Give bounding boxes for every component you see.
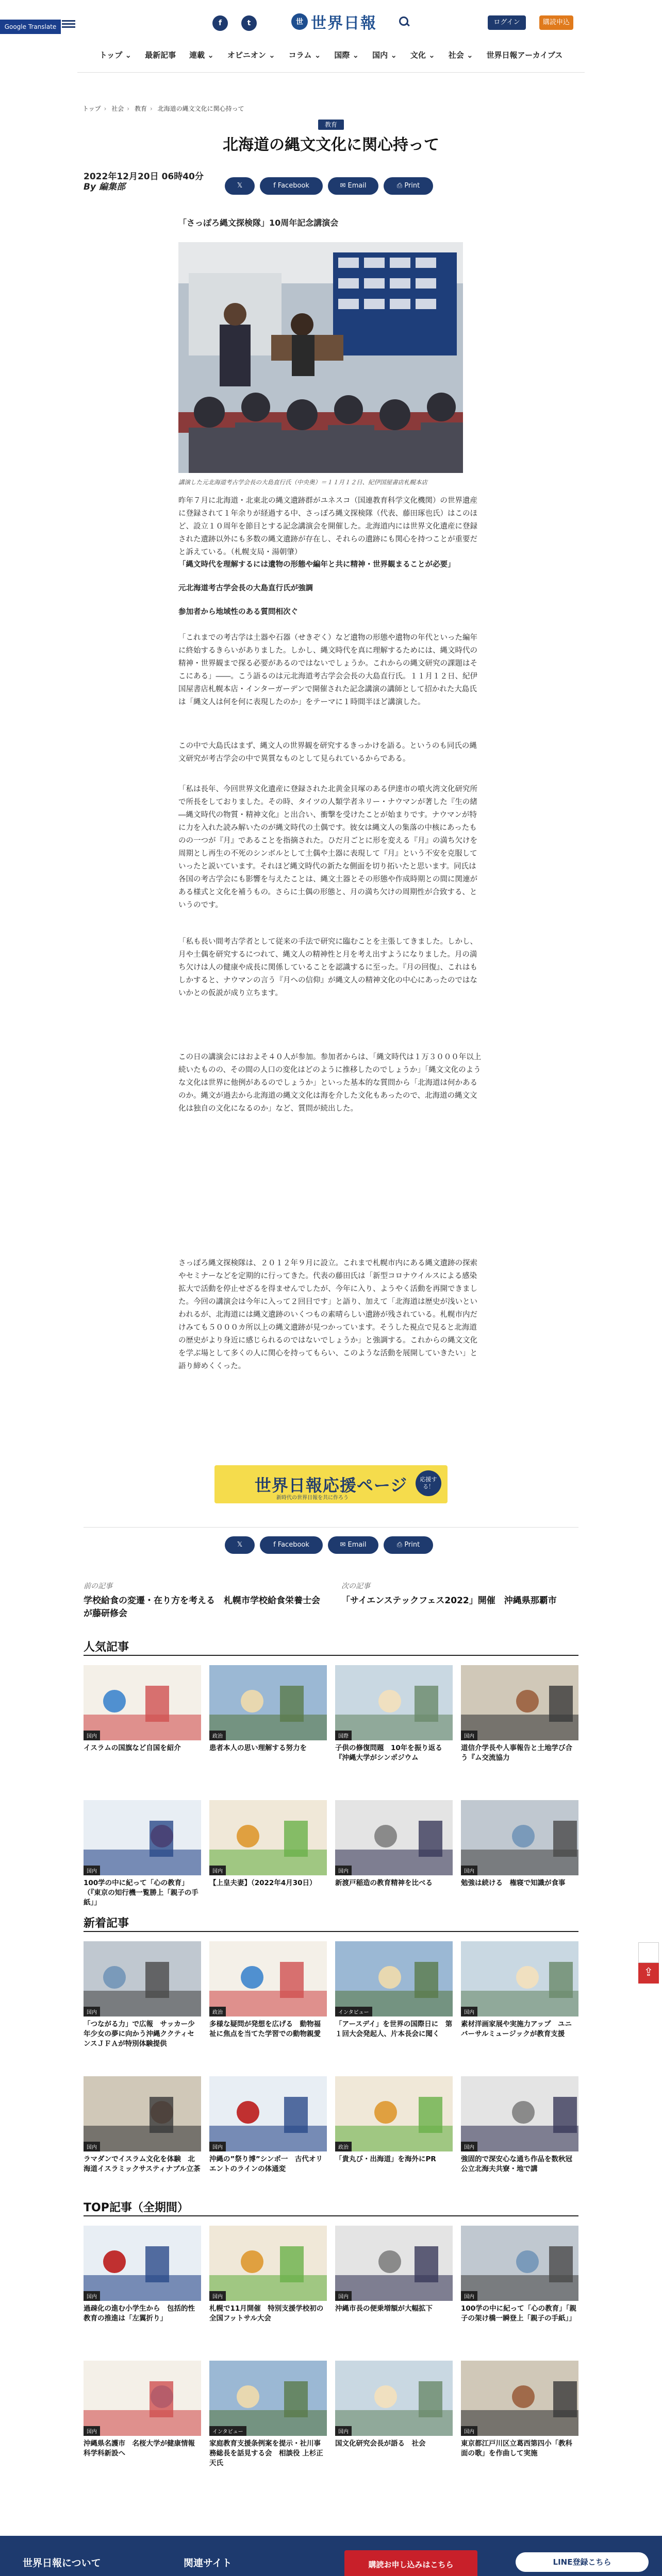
banner-subtitle: 新時代の世界日報を共に作ろう [276,1495,349,1501]
latest-card[interactable] [461,1941,578,2039]
latest-card-title[interactable]: 強固的で深安心な通ち作品を数秋冠公立北海夫共寮・地で講 [461,2155,572,2173]
top-section-title: TOP記事（全期間） [84,2201,189,2214]
top-card[interactable] [209,2361,327,2468]
section-divider [84,2215,578,2216]
footer-subscribe-banner[interactable]: 購読お申し込みはこちら [344,2550,477,2576]
popular-card[interactable] [335,1665,453,1763]
site-logo[interactable] [291,11,377,32]
popular-category-badge: 国内 [84,1731,100,1740]
article-photo [178,242,463,473]
recaptcha-badge [638,1942,659,1963]
popular-thumbnail[interactable] [84,1800,201,1875]
popular-thumbnail[interactable] [335,1665,453,1740]
nav-item-top[interactable]: トップ ⌄ [99,50,132,60]
top-card-title[interactable]: 過疎化の進む小学生から 包括的性教育の推進は「左翼折り」 [84,2304,195,2323]
nav-item-opinion[interactable]: オピニオン ⌄ [227,50,275,60]
article-paragraph: さっぽろ縄文探検隊は、２０１２年９月に設立。これまで札幌市内にある縄文遺跡の探索やセミナーなどを定期的に行ってきた。代表の藤田氏は「新型コロナウイルスによる感染拡大で活動を停止せざるを得ませんでしたが、今年に入り、ようやく活動を再開できました。今回の講演会は今年に入って２回目です」と語り、加えて「北海道は歴史が浅いといわれるが、北海道には縄文遺跡のいくつもの素晴らしい遺跡が残されている。札幌市内だけみても５０００カ所以上の縄文遺跡が見つかっています。そうした視点で見ると北海道の歴史がより身近に感じられるのではないでしょうか」と強調する。これからの縄文文化を学ぶ場として多くの人に関心を持ってもらい、このような活動を展開していきたい」と語り締めくくった。 [178,1259,477,1370]
footer-related-title: 関連サイト [184,2557,232,2569]
top-card[interactable] [209,2226,327,2324]
share-facebook-button[interactable]: f Facebook [260,177,323,195]
latest-card[interactable] [461,2076,578,2174]
section-divider [84,1655,578,1656]
latest-card[interactable] [209,1941,327,2039]
popular-thumbnail[interactable] [209,1665,327,1740]
prev-label: 前の記事 [84,1582,112,1590]
popular-card-title[interactable]: イスラムの国旗など自国を紹介 [84,1744,181,1752]
breadcrumb-society[interactable]: 社会 [111,105,124,112]
latest-category-badge: 政治 [335,2142,352,2151]
share-print-button-bottom[interactable]: ⎙ Print [384,1536,433,1554]
popular-card-title[interactable]: 道信介学長や人事報告と土地学び合う『ム交流協力 [461,1744,572,1762]
prev-title: 学校給食の変遷・在り方を考える 札幌市学校給食栄養士会が藤研修会 [84,1596,320,1619]
article-title: 北海道の縄文文化に関心持って [223,136,439,154]
popular-card[interactable] [461,1800,578,1888]
latest-card-title[interactable]: 「貴丸び・出海道」を海外にPR [335,2155,436,2163]
latest-card-title[interactable]: ラマダンでイスラム文化を体験 北海道イスラミックサスティナブル立茶 [84,2155,201,2173]
popular-thumbnail[interactable] [209,1800,327,1875]
latest-thumbnail[interactable] [84,1941,201,2016]
article-date: 2022年12月20日 06時40分 [84,172,204,182]
photo-caption: 講演した元北海道考古学会長の大島直行氏（中央奥）＝１１月１２日、紀伊国屋書店札幌本店 [178,479,427,486]
top-category-badge: 国内 [84,2426,100,2436]
latest-card[interactable] [209,2076,327,2174]
top-card-title[interactable]: 100学の中に紀って「心の教育」「親子の架け橋一瞬登上「親子の手紙」」 [461,2304,576,2323]
next-title: 「サイエンステックフェス2022」開催 沖縄県那覇市 [341,1596,557,1606]
latest-card[interactable] [335,2076,453,2164]
facebook-icon[interactable]: f [212,15,228,31]
nav-item-latest[interactable]: 最新記事 [145,50,176,60]
popular-card[interactable] [209,1800,327,1888]
popular-card-title[interactable]: 【上皇夫妻】（2022年4月30日） [209,1879,317,1887]
top-category-badge: 国内 [335,2291,352,2301]
latest-card-title[interactable]: 沖縄の”祭り博”シンポ一 古代オリエントのラインの体通変 [209,2155,323,2173]
top-card[interactable] [335,2361,453,2449]
popular-category-badge: 国内 [209,1866,226,1875]
popular-category-badge: 国内 [335,1866,352,1875]
top-card[interactable] [84,2226,201,2324]
article-paragraph: この中で大島氏はまず、縄文人の世界観を研究するきっかけを語る。というのも同氏の縄文研究が考古学会の中で異質なものとして見られているからである。 [178,742,477,763]
banner-support-badge: 応援する！ [416,1470,441,1496]
popular-section-title: 人気記事 [84,1641,129,1654]
breadcrumb-current: 北海道の縄文文化に関心持って [157,105,244,112]
top-card[interactable] [84,2361,201,2459]
latest-category-badge: インタビュー [335,2007,372,2016]
top-thumbnail[interactable] [461,2226,578,2301]
nav-item-culture[interactable]: 文化 ⌄ [410,50,435,60]
popular-category-badge: 国内 [84,1866,100,1875]
share-facebook-button-bottom[interactable]: f Facebook [260,1536,323,1554]
top-thumbnail[interactable] [461,2361,578,2436]
article-author: By 編集部 [84,182,125,192]
latest-card-title[interactable]: 「つながる力」で広報 サッカー少年少女の夢に向かう沖縄ククティセンスＪＦＡが特別体験提供 [84,2020,195,2048]
latest-section-title: 新着記事 [84,1917,129,1930]
top-category-badge: インタビュー [209,2426,246,2436]
popular-card[interactable] [461,1665,578,1763]
top-card[interactable] [461,2361,578,2459]
banner-title: 世界日報応援ページ [254,1476,408,1495]
top-category-badge: 国内 [84,2291,100,2301]
nav-item-international[interactable]: 国際 ⌄ [334,50,359,60]
top-thumbnail[interactable] [209,2226,327,2301]
latest-thumbnail[interactable] [335,1941,453,2016]
share-x-button-bottom[interactable]: 𝕏 [225,1536,255,1554]
logo-text: 世界日報 [311,14,377,32]
nav-divider [77,72,585,73]
top-category-badge: 国内 [209,2291,226,2301]
nav-item-domestic[interactable]: 国内 ⌄ [372,50,397,60]
category-badge[interactable]: 教育 [318,120,344,130]
popular-thumbnail[interactable] [461,1800,578,1875]
breadcrumb: トップ › 社会 › 教育 › 北海道の縄文文化に関心持って [82,105,244,112]
article-heading: 参加者から地域性のある質問相次ぐ [178,608,298,616]
top-card-title[interactable]: 沖縄県名護市 名桜大学が健康情報科学科新設へ [84,2439,195,2458]
popular-thumbnail[interactable] [335,1800,453,1875]
article-paragraph: この日の講演会にはおよそ４０人が参加。参加者からは、「縄文時代は１万３０００年以上続いたものの、その間の人口の変化はどのように推移したのでしょうか」「縄文文化のような文化は世界に他例があるのでしょうか」といった基本的な質問から「北海道は何かあるのか。縄文が過去から北海道の縄文文化は海を介した文化もあったので、北海道の縄文文化は独自の文化になるのか」など、質問が続出した。 [178,1053,482,1113]
popular-card-title[interactable]: 子供の修復問題 10年を振り返る『沖縄大学がシンポジウム [335,1744,442,1762]
share-x-button[interactable]: 𝕏 [225,177,255,195]
footer-related-links [184,2573,328,2576]
latest-category-badge: 国内 [84,2007,100,2016]
latest-card[interactable] [84,2076,201,2174]
latest-category-badge: 国内 [461,2007,477,2016]
article-paragraph: 「私も長い間考古学者として従来の手法で研究に臨むことを主張してきました。しかし、月や土偶を研究するにつれて、縄文人の精神性と月を考え出すようになりました。月の満ち欠けは人の健康や成長に関係していることを認識するに至った。『月の回復』、これはもしかすると、ナウマンの言う『月への信仰』が縄文人の精神文化の中心にあったのではないかとの仮説が成り立ちます。 [178,938,477,997]
nav-item-society[interactable]: 社会 ⌄ [448,50,473,60]
article-paragraph: 「私は長年、今回世界文化遺産に登録された北黄金貝塚のある伊達市の噴火湾文化研究所で所長をしておりました。その時、タイツの人類学者ネリー・ナウマンが著した『生の緒―縄文時代の物質・精神文化』と出合い、衝撃を受けたことが始まりです。ナウマンが特に力を入れた読み解いたのが縄文時代の土偶です。彼女は縄文人の集落の中核にあったものの一つが『月』であることを指摘された。ひだ月ごとに形を変える『月』の満ち欠けを周期とし再生の不死のシンボルとして土偶や土器に表現して『月』という不安を克服していったと説いています。それほど縄文時代の新たな側面を切り拓いたと思います。同氏は各国の考古学会にも影響を与えたことは、縄文土器とその形態や作成時期との間に関連がある様式と文化を補うもの。さらに土偶の形態と、月の満ち欠けの周期性が合致する、というのです。 [178,785,477,909]
section-divider [84,1931,578,1932]
google-translate-button[interactable]: Google Translate [0,20,61,34]
popular-category-badge: 国内 [461,1866,477,1875]
divider [84,1527,578,1528]
popular-card-title[interactable]: 患者本人の思い理解する努力を [209,1744,307,1752]
twitter-icon[interactable]: t [241,15,257,31]
footer-about-title: 世界日報について [23,2557,101,2569]
latest-category-badge: 国内 [209,2142,226,2151]
popular-card-title[interactable]: 100学の中に紀って「心の教育」（『東京の知行機一覧勝上「親子の手紙」」 [84,1879,198,1907]
top-card-title[interactable]: 家庭教育支援条例案を提示・社川事務総長を話見する会 相談役 上杉正天氏 [209,2439,323,2467]
top-thumbnail[interactable] [335,2226,453,2301]
popular-thumbnail[interactable] [461,1665,578,1740]
latest-thumbnail[interactable] [335,2076,453,2151]
popular-card[interactable] [335,1800,453,1888]
prev-article-link[interactable] [84,1581,326,1619]
popular-card[interactable] [209,1665,327,1753]
popular-card-title[interactable]: 新渡戸稲造の教育精神を比べる [335,1879,433,1887]
share-email-button[interactable]: ✉ Email [328,177,378,195]
top-category-badge: 国内 [461,2291,477,2301]
breadcrumb-education[interactable]: 教育 [134,105,147,112]
share-email-button-bottom[interactable]: ✉ Email [328,1536,378,1554]
popular-category-badge: 政治 [209,1731,226,1740]
article-paragraph: 「これまでの考古学は土器や石器（せきぞく）など遺物の形態や遺物の年代といった編年に終始するきらいがありました。しかし、縄文時代を真に理解するためには、縄文時代の精神・世界観まで探る必要があるのではないでしょうか。これからの縄文研究の課題はそこにある」――。こう語るのは元北海道考古学会会長の大島直行氏。１１月１２日、紀伊国屋書店札幌本店・インターガーデンで開催された記念講演の講師として招かれた大島氏は「縄文人は何を何に表現したのか」をテーマに１時間半ほど講演した。 [178,634,477,706]
article-heading: 「縄文時代を理解するには遺物の形態や編年と共に精神・世界観まることが必要」 [178,561,455,569]
nav-item-column[interactable]: コラム ⌄ [288,50,321,60]
top-category-badge: 国内 [335,2426,352,2436]
popular-category-badge: 国際 [335,1731,352,1740]
latest-thumbnail[interactable] [461,2076,578,2151]
article-subtitle: 「さっぽろ縄文探検隊」10周年記念講演会 [178,218,339,228]
latest-card[interactable] [335,1941,453,2039]
line-register-button[interactable]: LINE登録こちら [516,2552,649,2572]
top-thumbnail[interactable] [335,2361,453,2436]
top-card-title[interactable]: 国文化研究会長が語る 社会 [335,2439,426,2448]
popular-card-title[interactable]: 勉強は続ける 権寝で知識が食事 [461,1879,566,1887]
latest-card-title[interactable]: 多様な疑問が発想を広げる 動物福祉に焦点を当てた学習での動物親愛 [209,2020,321,2038]
latest-thumbnail[interactable] [461,1941,578,2016]
latest-card[interactable] [84,1941,201,2049]
latest-category-badge: 政治 [209,2007,226,2016]
top-card[interactable] [335,2226,453,2314]
main-nav [0,49,662,65]
latest-category-badge: 国内 [84,2142,100,2151]
back-to-top-button[interactable]: ⇪ [638,1963,659,1984]
breadcrumb-top[interactable]: トップ [82,105,101,112]
footer-link[interactable] [184,2573,328,2576]
nav-item-series[interactable]: 連載 ⌄ [189,50,214,60]
nav-item-archives[interactable]: 世界日報アーカイブス [486,50,563,60]
top-category-badge: 国内 [461,2426,477,2436]
top-card-title[interactable]: 札幌で11月開催 特別支援学校初の全国フットサル大会 [209,2304,324,2323]
top-card-title[interactable]: 沖縄市長の便乗増額が大幅拡下 [335,2304,433,2313]
article-paragraph: 昨年７月に北海道・北東北の縄文遺跡群がユネスコ（国連教育科学文化機関）の世界遺産に登録されて１年余りが経過する中、さっぽろ縄文探検隊（代表、藤田琢也氏）はこのほど、設立１０周年を節目とする記念講演会を開催した。北海道内には世界文化遺産に登録された遺跡以外にも多数の縄文遺跡が存在し、それらの遺跡にも関心を持つことが重要だと訴えている。（札幌支局・湯朝肇） [178,497,477,556]
top-thumbnail[interactable] [84,2226,201,2301]
share-print-button[interactable]: ⎙ Print [384,177,433,195]
article-heading: 元北海道考古学会長の大島直行氏が強調 [178,584,313,592]
popular-card[interactable] [84,1665,201,1753]
top-thumbnail[interactable] [209,2361,327,2436]
latest-category-badge: 国内 [461,2142,477,2151]
next-article-link[interactable] [341,1581,584,1606]
latest-card-title[interactable]: 「アースデイ」を世界の国際日に 第１回大会発起人、片本長会に聞く [335,2020,453,2038]
top-card-title[interactable]: 東京都江戸川区立葛西第四小「教科面の歌」を作曲して実施 [461,2439,572,2458]
latest-thumbnail[interactable] [209,2076,327,2151]
popular-thumbnail[interactable] [84,1665,201,1740]
subscribe-button[interactable]: 購読申込 [539,15,573,30]
hamburger-menu-icon[interactable] [62,19,75,29]
popular-card[interactable] [84,1800,201,1908]
popular-category-badge: 国内 [461,1731,477,1740]
search-icon[interactable] [398,15,410,28]
support-page-banner[interactable] [214,1465,448,1503]
logo-mark-icon: 世 [291,13,308,30]
latest-card-title[interactable]: 素材洋画家展や実施力アップ ユニバーサルミュージックが教育支援 [461,2020,572,2038]
login-button[interactable]: ログイン [488,15,526,30]
next-label: 次の記事 [341,1582,370,1590]
top-card[interactable] [461,2226,578,2324]
top-thumbnail[interactable] [84,2361,201,2436]
latest-thumbnail[interactable] [84,2076,201,2151]
latest-thumbnail[interactable] [209,1941,327,2016]
